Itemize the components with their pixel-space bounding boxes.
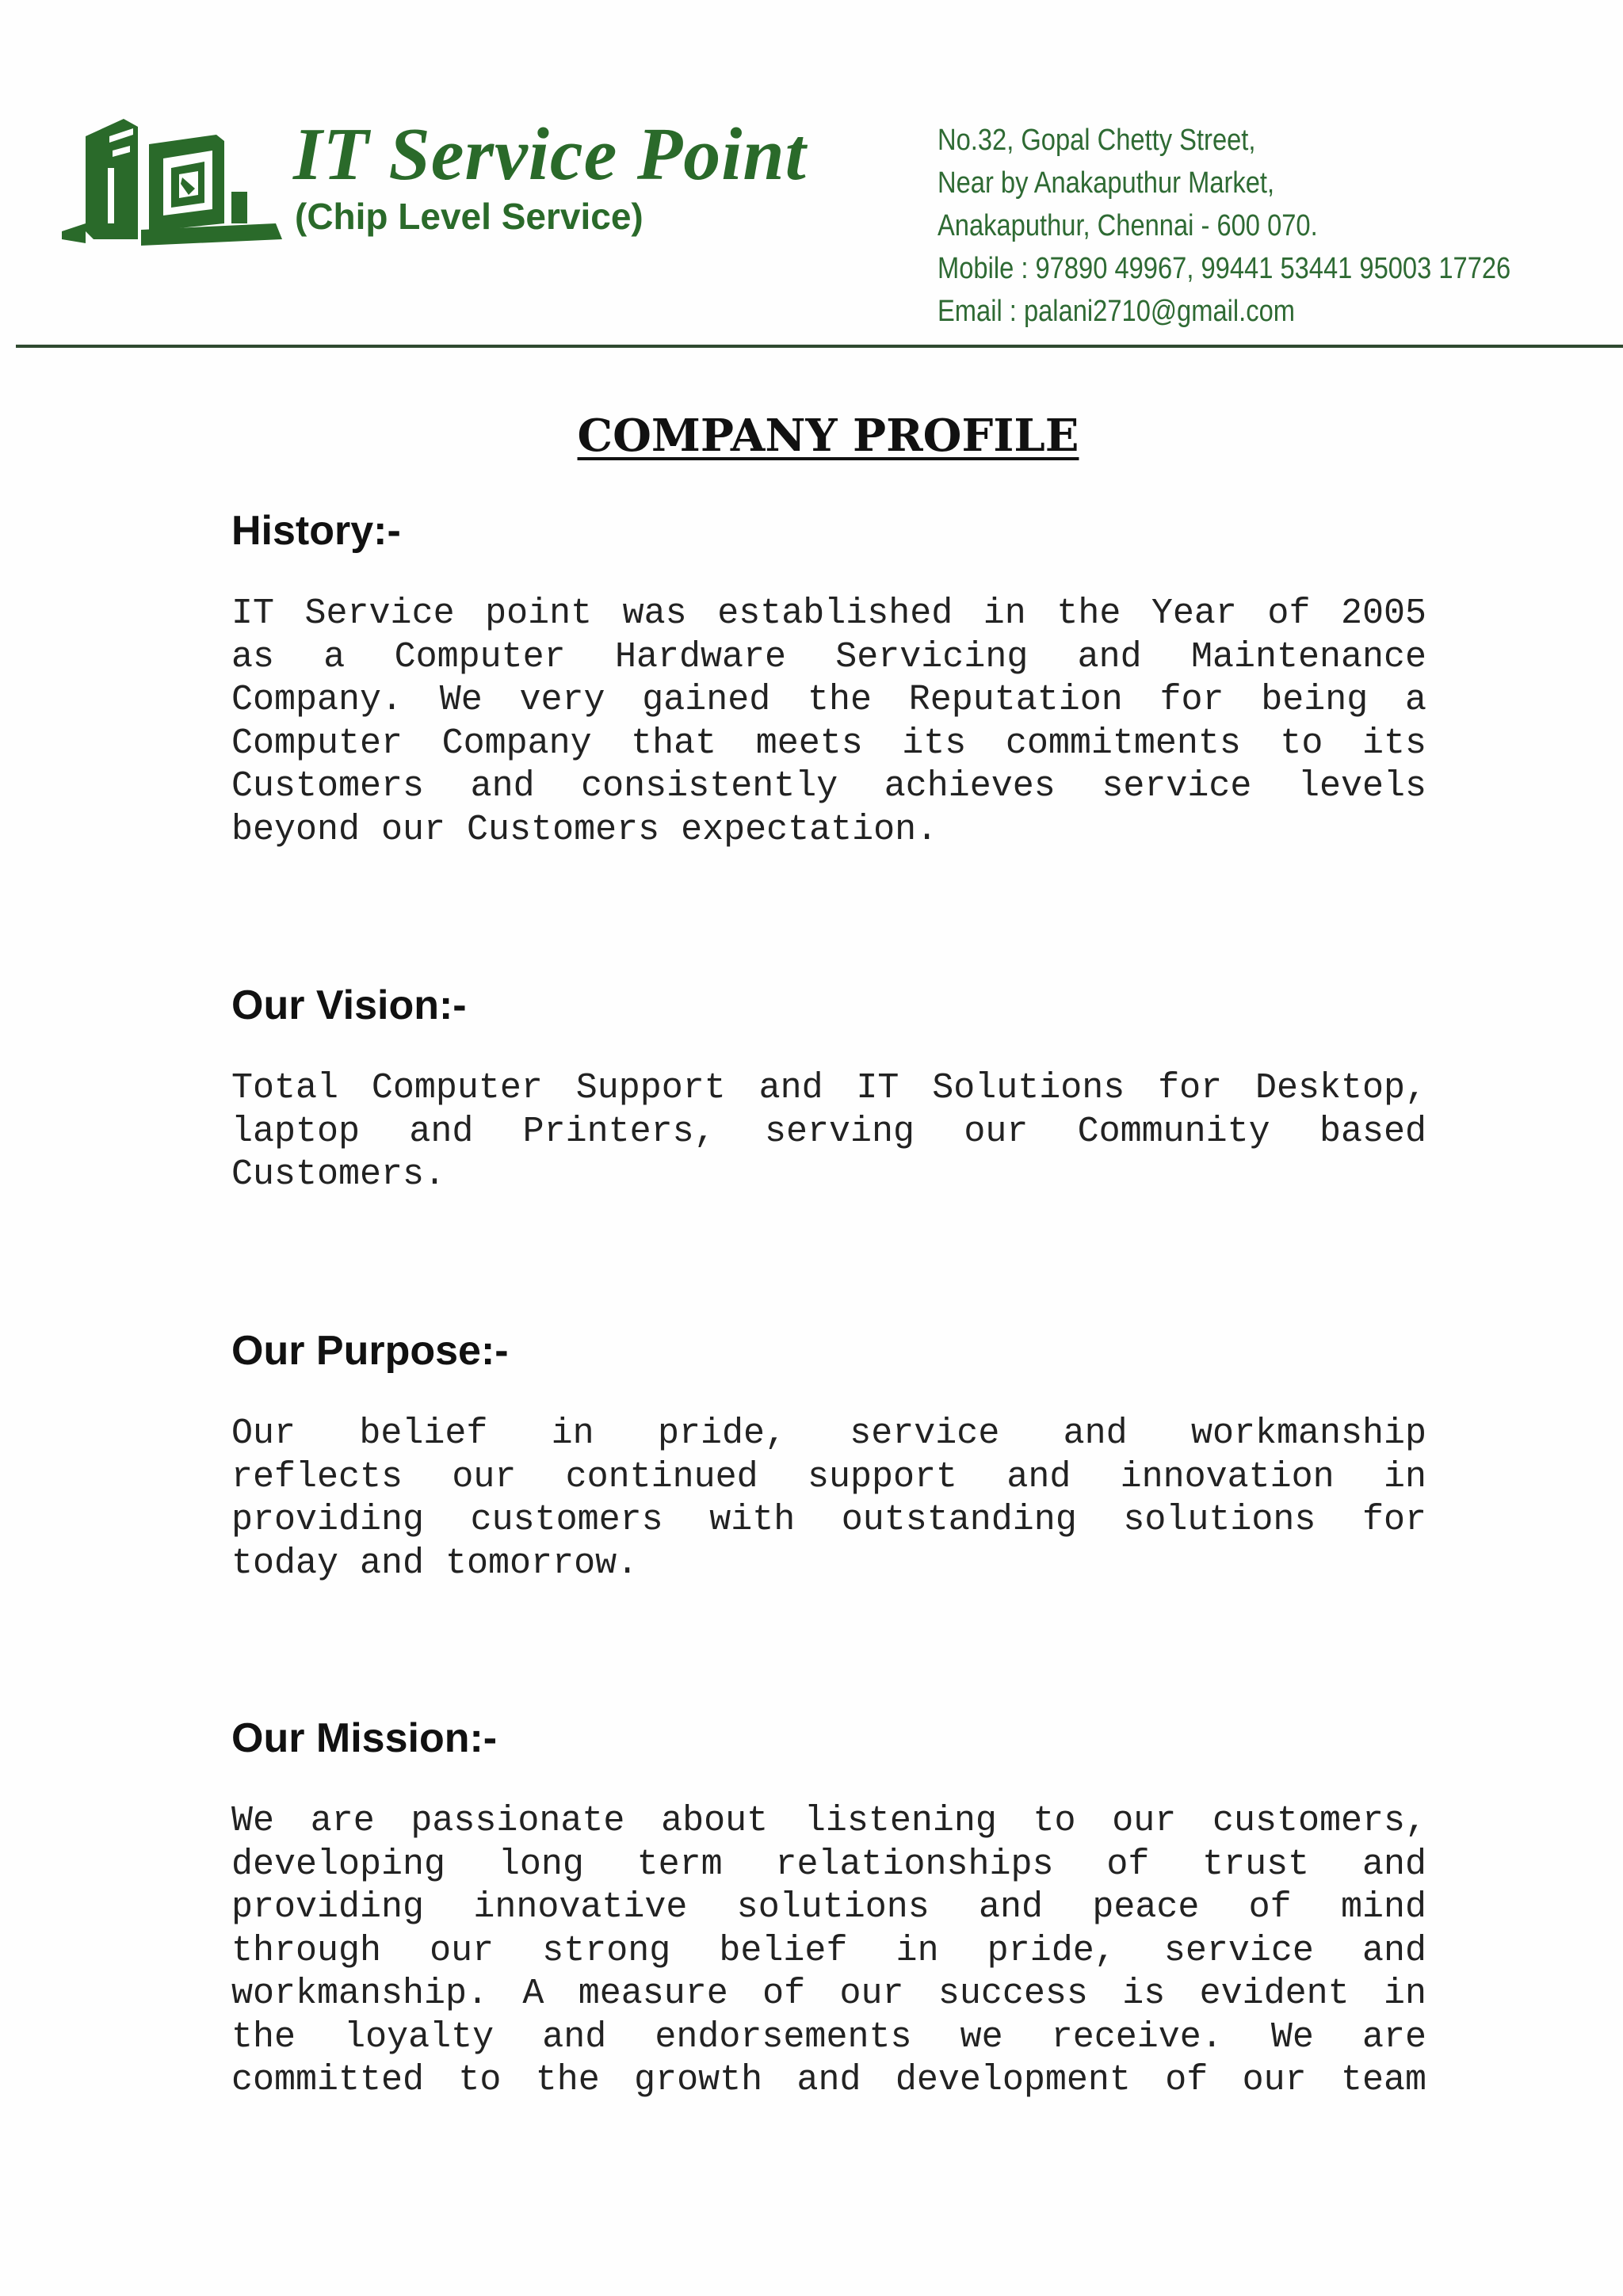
text-line: today and tomorrow. bbox=[231, 1543, 639, 1584]
company-name: IT Service Point bbox=[293, 113, 807, 196]
section-heading-history: History:- bbox=[231, 508, 401, 554]
text-line: reflects our continued support and innovation in bbox=[231, 1456, 1426, 1497]
text-line: as a Computer Hardware Servicing and Maintenance bbox=[231, 636, 1426, 677]
email-line: Email : palani2710@gmail.com bbox=[938, 295, 1295, 328]
section-body-history bbox=[231, 593, 1426, 852]
text-line: workmanship. A measure of our success is evident in bbox=[231, 1974, 1426, 2014]
document-title: COMPANY PROFILE bbox=[577, 410, 1079, 462]
text-line: committed to the growth and development of our team bbox=[231, 2060, 1426, 2100]
text-line: Customers and consistently achieves service levels bbox=[231, 766, 1426, 807]
text-line: Computer Company that meets its commitments to its bbox=[231, 723, 1426, 764]
computer-logo-icon bbox=[62, 113, 284, 247]
text-line: through our strong belief in pride, service and bbox=[231, 1930, 1426, 1971]
text-line: Total Computer Support and IT Solutions for Desktop, bbox=[231, 1068, 1426, 1108]
text-line: Our belief in pride, service and workmanship bbox=[231, 1413, 1426, 1454]
text-line: Customers. bbox=[231, 1154, 446, 1195]
phone-line: Mobile : 97890 49967, 99441 53441 95003 17726 bbox=[938, 252, 1511, 285]
company-tagline: (Chip Level Service) bbox=[295, 196, 643, 237]
text-line: providing innovative solutions and peace of mind bbox=[231, 1887, 1426, 1928]
text-line: beyond our Customers expectation. bbox=[231, 809, 938, 850]
section-heading-vision: Our Vision:- bbox=[231, 982, 467, 1028]
text-line: laptop and Printers, serving our Community based bbox=[231, 1111, 1426, 1152]
section-body-purpose bbox=[231, 1413, 1426, 1585]
letterhead bbox=[0, 0, 1623, 357]
text-line: the loyalty and endorsements we receive. We are bbox=[231, 2016, 1426, 2058]
section-heading-purpose: Our Purpose:- bbox=[231, 1328, 509, 1374]
text-line: IT Service point was established in the Year of 2005 bbox=[231, 593, 1426, 634]
text-line: We are passionate about listening to our customers, bbox=[231, 1801, 1426, 1841]
address-block bbox=[938, 119, 1510, 333]
text-line: developing long term relationships of trust and bbox=[231, 1844, 1426, 1885]
address-line: No.32, Gopal Chetty Street, bbox=[938, 124, 1256, 157]
letterhead-divider bbox=[16, 345, 1623, 348]
section-body-vision bbox=[231, 1067, 1426, 1197]
section-heading-mission: Our Mission:- bbox=[231, 1715, 498, 1761]
section-body-mission bbox=[231, 1800, 1426, 2103]
text-line: providing customers with outstanding solutions for bbox=[231, 1500, 1426, 1540]
address-line: Near by Anakaputhur Market, bbox=[938, 166, 1275, 200]
address-line: Anakaputhur, Chennai - 600 070. bbox=[938, 209, 1318, 242]
text-line: Company. We very gained the Reputation for being a bbox=[231, 680, 1426, 720]
